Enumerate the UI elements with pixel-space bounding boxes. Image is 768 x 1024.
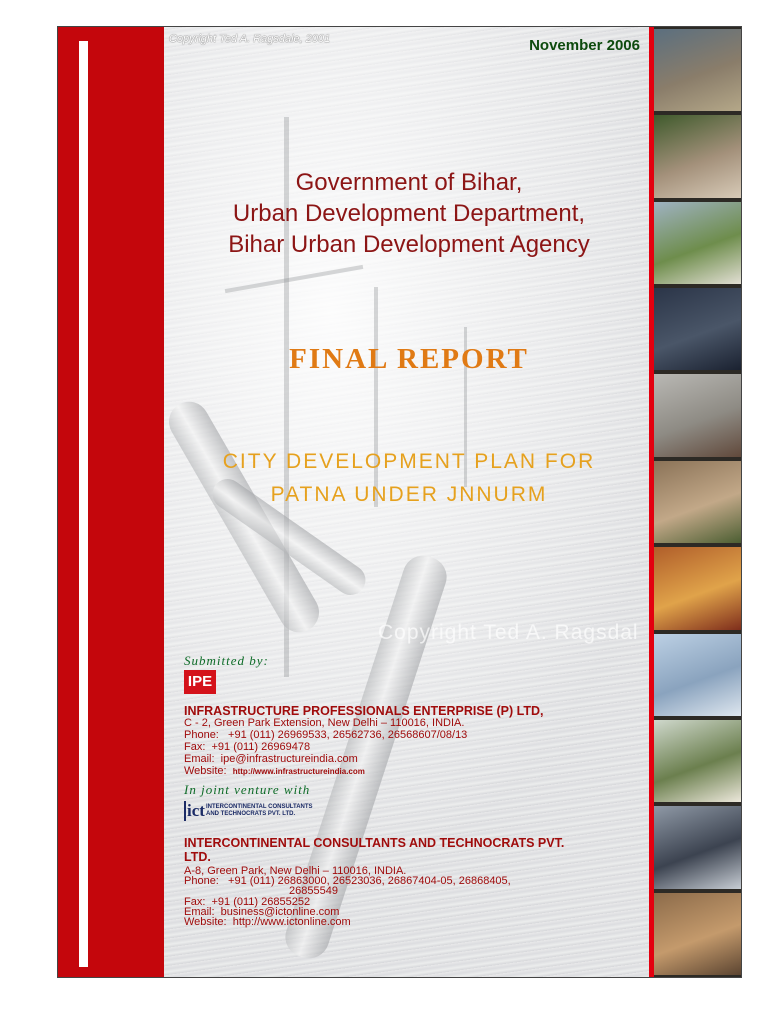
ict-fax: Fax: +91 (011) 26855252 (184, 896, 311, 908)
ict-logo-text-1: INTERCONTINENTAL CONSULTANTS (206, 804, 313, 810)
subtitle-line-2: PATNA UNDER JNNURM (270, 483, 548, 506)
ict-company-name-2: LTD. (184, 850, 211, 864)
sewage-treatment-plant-photo (654, 29, 742, 111)
heading-line-3: Bihar Urban Development Agency (228, 231, 590, 258)
site-discussion-photo (654, 720, 742, 802)
photo-strip (654, 27, 742, 977)
ict-logo-text (206, 804, 326, 818)
ict-logo (184, 801, 326, 821)
report-cover (57, 26, 742, 978)
report-title: FINAL REPORT (289, 343, 529, 375)
ict-phone-continued: 26855549 (289, 885, 338, 897)
crane-hook-photo (654, 806, 742, 888)
ipe-email: Email: ipe@infrastructureindia.com (184, 753, 358, 765)
ipe-address: C - 2, Green Park Extension, New Delhi – 110016, INDIA. (184, 717, 465, 729)
heading-line-2: Urban Development Department, (232, 200, 586, 227)
joint-venture-label: In joint venture with (184, 782, 311, 797)
construction-site-photo (654, 893, 742, 975)
ict-email: Email: business@ictonline.com (184, 906, 340, 918)
ipe-website-link[interactable]: http://www.infrastructureindia.com (232, 767, 365, 776)
submitted-by-label: Submitted by: (184, 653, 269, 668)
irrigation-pipe-photo (654, 288, 742, 370)
red-side-bar (58, 27, 164, 977)
ict-address: A-8, Green Park, New Delhi – 110016, INDIA. (184, 865, 407, 877)
photo-watermark: Copyright Ted A. Ragsdal (378, 621, 639, 644)
copyright-notice: Copyright Ted A. Ragsdale, 2001 (169, 33, 331, 45)
ict-website[interactable]: Website: http://www.ictonline.com (184, 916, 351, 928)
ipe-company-name: INFRASTRUCTURE PROFESSIONALS ENTERPRISE (P) LTD, (184, 704, 544, 718)
ipe-phone: Phone: +91 (011) 26969533, 26562736, 26568607/08/13 (184, 729, 468, 741)
flyover-bridge-photo (654, 634, 742, 716)
pipeline-workers-photo (654, 461, 742, 543)
white-stripe (79, 41, 88, 967)
women-gathering-photo (654, 547, 742, 629)
ict-company-name-1: INTERCONTINENTAL CONSULTANTS AND TECHNOCRATS PVT. (184, 836, 565, 850)
ipe-fax: Fax: +91 (011) 26969478 (184, 741, 311, 753)
subtitle-line-1: CITY DEVELOPMENT PLAN FOR (222, 450, 596, 473)
ict-phone: Phone: +91 (011) 26863000, 26523036, 26867404-05, 26868405, (184, 875, 511, 887)
community-meeting-photo (654, 115, 742, 197)
ict-logo-mark: ict (184, 801, 203, 821)
report-subtitle (164, 445, 654, 511)
ict-logo-text-2: AND TECHNOCRATS PVT. LTD. (206, 811, 296, 817)
ipe-website-line (184, 765, 365, 778)
heading-line-1: Government of Bihar, (295, 169, 523, 196)
report-date: November 2006 (529, 37, 640, 54)
ipe-logo: IPE (184, 670, 216, 694)
cooling-towers-photo (654, 374, 742, 456)
government-heading (164, 167, 654, 260)
ipe-website-label: Website: (184, 765, 227, 777)
group-of-officials-photo (654, 202, 742, 284)
